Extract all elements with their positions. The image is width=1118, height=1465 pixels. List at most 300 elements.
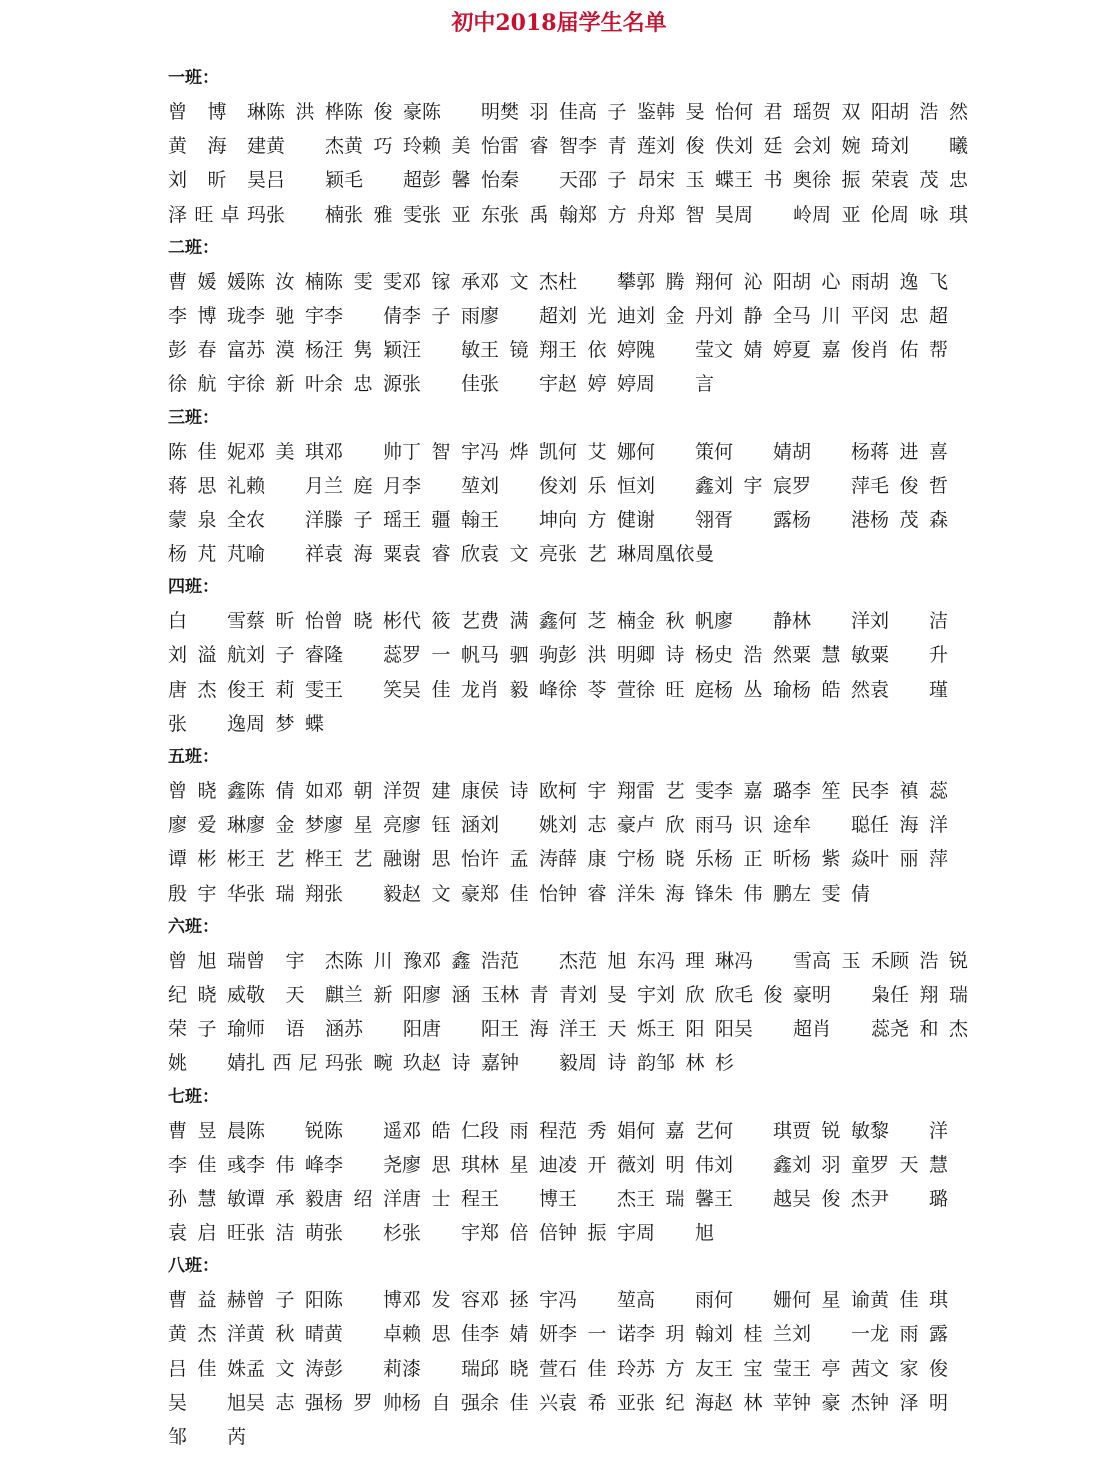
student-name: 张 宇: [402, 1222, 480, 1245]
student-name: 文婧婷: [714, 339, 792, 362]
student-name: 邹林杉: [656, 1052, 734, 1075]
student-name: 胡浩然: [890, 101, 968, 123]
student-name: 曾博琳: [168, 101, 266, 123]
student-name: 杨芃芃: [168, 543, 246, 566]
student-name: 刘 姚: [480, 814, 558, 837]
student-name: 刘金丹: [636, 304, 714, 327]
name-row: [168, 163, 968, 197]
student-name: 漆 瑞: [402, 1357, 480, 1380]
student-name: 何 婧: [714, 440, 792, 463]
student-name: 蒙泉全: [168, 508, 246, 531]
student-name: 徐旺庭: [636, 678, 714, 701]
student-name: 曹昱晨: [168, 1119, 246, 1142]
student-name: 张雅雯: [344, 203, 422, 226]
student-name: 刘子睿: [246, 644, 324, 667]
name-row: [168, 1046, 968, 1080]
student-name: 曹益赫: [168, 1289, 246, 1312]
student-name: 殷宇华: [168, 882, 246, 905]
name-row: [168, 1283, 968, 1317]
student-name: 汪 敏: [402, 339, 480, 362]
student-name: 李佳彧: [168, 1153, 246, 1176]
student-name: 朱伟鹏: [714, 882, 792, 905]
student-name: 任翔瑞: [890, 983, 968, 1006]
student-name: 曾宇杰: [246, 949, 344, 972]
student-name: 粟 升: [870, 644, 948, 667]
student-name: 刘光迪: [558, 304, 636, 327]
student-name: 柯宇翔: [558, 780, 636, 802]
name-row: [168, 95, 968, 129]
student-name: 马川平: [792, 304, 870, 327]
student-name: 朱海锋: [636, 882, 714, 905]
student-name: 扎西尼玛: [246, 1052, 344, 1075]
student-name: 唐杰俊: [168, 678, 246, 701]
student-name: 贺双阳: [812, 101, 890, 123]
student-name: 冯 雪: [734, 949, 812, 972]
student-name: 刘溢航: [168, 644, 246, 667]
student-name: 史浩然: [714, 644, 792, 667]
student-name: 荣子瑜: [168, 1018, 246, 1041]
student-name: 杨丛瑜: [714, 678, 792, 701]
student-name: 钟泽明: [870, 1391, 948, 1414]
student-name: 苏方友: [636, 1357, 714, 1380]
class-heading: 七班：: [168, 1086, 219, 1107]
student-name: 廖星亮: [324, 814, 402, 837]
student-name: 杨罗帅: [324, 1391, 402, 1414]
student-name: 卿诗杨: [636, 644, 714, 667]
name-row: [168, 299, 968, 333]
student-name: 农 洋: [246, 508, 324, 531]
student-name: 彭 莉: [324, 1357, 402, 1380]
student-name: 喻 祥: [246, 543, 324, 566]
student-name: 袁 瑾: [870, 678, 948, 701]
student-name: 何星谕: [792, 1289, 870, 1312]
student-name: 胥 露: [714, 508, 792, 531]
student-name: 张纪海: [636, 1391, 714, 1414]
student-name: 邓朝洋: [324, 780, 402, 802]
student-name: 曾晓鑫: [168, 780, 246, 802]
name-row: [168, 1012, 968, 1046]
student-name: 彭馨怡: [422, 169, 500, 192]
student-name: 罗一帆: [402, 644, 480, 667]
student-name: 王 越: [714, 1187, 792, 1210]
student-name: 谭彬彬: [168, 848, 246, 871]
student-name: 陈 遥: [324, 1119, 402, 1142]
student-name: 刘旻宇: [578, 983, 656, 1006]
student-name: 廖金梦: [246, 814, 324, 837]
student-name: 周 言: [636, 373, 714, 396]
name-row: [168, 808, 968, 842]
name-row: [168, 638, 968, 672]
class-heading: 一班：: [168, 68, 219, 88]
student-name: 汪隽颖: [324, 339, 402, 362]
student-name: 冯烨凯: [480, 440, 558, 463]
student-name: 徐振荣: [812, 169, 890, 192]
student-name: 邓拯宇: [480, 1289, 558, 1312]
student-name: 赵诗嘉: [422, 1052, 500, 1075]
student-name: 何 姗: [714, 1289, 792, 1312]
student-name: 范旭东: [578, 949, 656, 972]
student-name: 刘羽童: [792, 1153, 870, 1176]
student-name: 贾锐敏: [792, 1119, 870, 1142]
student-name: 张 毅: [324, 882, 402, 905]
student-name: 杨 港: [792, 508, 870, 531]
student-name: 刘昕昊: [168, 169, 266, 192]
name-row: [168, 469, 968, 503]
student-name: 张洁萌: [246, 1222, 324, 1245]
student-name: 赖 月: [246, 474, 324, 497]
student-name: 牟 聪: [792, 814, 870, 837]
student-name: 任海洋: [870, 814, 948, 837]
student-name: 徐苓萱: [558, 678, 636, 701]
student-name: 刘桂兰: [714, 1323, 792, 1346]
name-row: [168, 1386, 968, 1420]
student-name: 周亚伦: [812, 203, 890, 226]
student-name: 李青莲: [578, 135, 656, 158]
student-name: 周 岭: [734, 203, 812, 226]
student-name: 黄 杰: [266, 135, 344, 158]
student-name: 黄海建: [168, 135, 266, 158]
student-name: 余佳兴: [480, 1391, 558, 1414]
name-row: [168, 978, 968, 1012]
student-name: 罗天慧: [870, 1153, 948, 1176]
student-name: 蒋思礼: [168, 474, 246, 497]
name-row: [168, 1216, 968, 1250]
student-name: 郭腾翔: [636, 270, 714, 293]
student-name: 李玥翰: [636, 1323, 714, 1346]
student-name: 杨紫焱: [792, 848, 870, 871]
student-name: 王阳阳: [656, 1018, 734, 1041]
student-name: 雷艺雯: [636, 780, 714, 802]
student-name: 徐新叶: [246, 373, 324, 396]
student-name: 文家俊: [870, 1357, 948, 1380]
name-row: [168, 673, 968, 707]
student-name: 刘 一: [792, 1323, 870, 1346]
student-name: 明 枭: [812, 983, 890, 1006]
student-name: 王瑞馨: [636, 1187, 714, 1210]
student-name: 贺建康: [402, 780, 480, 802]
student-name: 陈倩如: [246, 780, 324, 802]
student-name: 薛康宁: [558, 848, 636, 871]
name-row: [168, 774, 968, 808]
student-name: 钟 毅: [500, 1052, 578, 1075]
student-name: 周咏琪: [890, 203, 968, 226]
student-name: 粟慧敏: [792, 644, 870, 667]
student-name: 黎 洋: [870, 1119, 948, 1142]
student-name: 赖美怡: [422, 135, 500, 158]
student-name: 赵婷婷: [558, 373, 636, 396]
student-name: 张禹翰: [500, 203, 578, 226]
name-row: [168, 842, 968, 876]
student-name: 杨正昕: [714, 848, 792, 871]
student-name: 李婧妍: [480, 1323, 558, 1346]
student-name: 丁智宇: [402, 440, 480, 463]
student-name: 李 尧: [324, 1153, 402, 1176]
student-name: 兰庭月: [324, 474, 402, 497]
student-name: 刘 曦: [890, 135, 968, 158]
student-name: 邓发容: [402, 1289, 480, 1312]
student-name: 陈川豫: [344, 949, 422, 972]
student-name: 邹 芮: [168, 1426, 246, 1448]
student-name: 周诗韵: [578, 1052, 656, 1075]
student-name: 毛 超: [344, 169, 422, 192]
student-name: 毛俊哲: [870, 474, 948, 497]
student-name: 罗 萍: [792, 474, 870, 497]
student-name: 李博珑: [168, 304, 246, 327]
class-heading: 六班：: [168, 916, 219, 937]
student-name: 黄巧玲: [344, 135, 422, 158]
student-name: 泽旺卓玛: [168, 203, 266, 226]
student-name: 刘静全: [714, 304, 792, 327]
student-name: 王镜翔: [480, 339, 558, 362]
student-name: 龙雨露: [870, 1323, 948, 1346]
student-name: 李子雨: [402, 304, 480, 327]
student-name: 刘明伟: [636, 1153, 714, 1176]
student-name: 林 洋: [792, 610, 870, 633]
student-name: 杨晓乐: [636, 848, 714, 871]
student-name: 张 佳: [402, 373, 480, 396]
student-name: 王 杰: [558, 1187, 636, 1210]
name-row: [168, 1182, 968, 1216]
student-name: 钟豪杰: [792, 1391, 870, 1414]
student-name: 袁启旺: [168, 1222, 246, 1245]
student-name: 隗 莹: [636, 339, 714, 362]
student-name: 叶丽萍: [870, 848, 948, 871]
student-name: 李 倩: [324, 304, 402, 327]
student-name: 王 坤: [480, 508, 558, 531]
student-name: 刘 俊: [480, 474, 558, 497]
student-name: 白 雪: [168, 610, 246, 633]
student-name: 刘志豪: [558, 814, 636, 837]
student-name: 周凰依曼: [636, 543, 714, 566]
student-name: 代筱艺: [402, 610, 480, 633]
student-name: 曾晓彬: [324, 610, 402, 633]
student-name: 李禛蕊: [870, 780, 948, 802]
name-row: [168, 435, 968, 469]
student-name: 冯 堃: [558, 1289, 636, 1312]
student-name: 邓鑫浩: [422, 949, 500, 972]
student-name: 王艺桦: [246, 848, 324, 871]
student-name: 余忠源: [324, 373, 402, 396]
student-name: 张 宇: [480, 373, 558, 396]
student-name: 吴俊杰: [792, 1187, 870, 1210]
student-name: 唐士程: [402, 1187, 480, 1210]
student-name: 廖 静: [714, 610, 792, 633]
student-name: 唐绍洋: [324, 1187, 402, 1210]
student-name: 胡心雨: [792, 270, 870, 293]
student-name: 石佳玲: [558, 1357, 636, 1380]
student-name: 吴 超: [734, 1018, 812, 1041]
student-name: 胡逸飞: [870, 270, 948, 293]
student-name: 樊羽佳: [500, 101, 578, 123]
student-name: 刘 洁: [870, 610, 948, 633]
student-name: 宋玉蝶: [656, 169, 734, 192]
student-name: 赵林苹: [714, 1391, 792, 1414]
student-name: 卢欣雨: [636, 814, 714, 837]
student-name: 段雨程: [480, 1119, 558, 1142]
student-name: 吕佳姝: [168, 1357, 246, 1380]
student-name: 张艺琳: [558, 543, 636, 566]
student-name: 王莉雯: [246, 678, 324, 701]
class-heading: 三班：: [168, 407, 219, 428]
student-name: 何艾娜: [558, 440, 636, 463]
student-name: 刘 鑫: [714, 1153, 792, 1176]
student-name: 范秀娟: [558, 1119, 636, 1142]
student-name: 王艺融: [324, 848, 402, 871]
student-name: 林青青: [500, 983, 578, 1006]
student-name: 廖爱琳: [168, 814, 246, 837]
student-name: 袁睿欣: [402, 543, 480, 566]
student-name: 高玉禾: [812, 949, 890, 972]
student-name: 张畹玖: [344, 1052, 422, 1075]
student-name: 敬天麒: [246, 983, 344, 1006]
name-row: [168, 537, 968, 571]
student-name: 秦 天: [500, 169, 578, 192]
student-name: 蔡昕怡: [246, 610, 324, 633]
student-name: 袁文亮: [480, 543, 558, 566]
student-name: 纪晓威: [168, 983, 246, 1006]
student-name: 周梦蝶: [246, 712, 324, 735]
name-row: [168, 1352, 968, 1386]
student-name: 孙慧敏: [168, 1187, 246, 1210]
student-name: 郑倍倍: [480, 1222, 558, 1245]
student-name: 隆 蕊: [324, 644, 402, 667]
student-name: 陈雯雯: [324, 270, 402, 293]
student-name: 姚 婧: [168, 1052, 246, 1075]
student-name: 陈汝楠: [246, 270, 324, 293]
student-name: 何芝楠: [558, 610, 636, 633]
name-row: [168, 944, 968, 978]
student-name: 师语涵: [246, 1018, 344, 1041]
student-name: 王 笑: [324, 678, 402, 701]
student-name: 袁希亚: [558, 1391, 636, 1414]
student-name: 金秋帆: [636, 610, 714, 633]
student-name: 许孟涛: [480, 848, 558, 871]
student-name: 陈洪桦: [266, 101, 344, 123]
name-row: [168, 1420, 968, 1454]
student-name: 郑方舟: [578, 203, 656, 226]
student-name: 彭洪明: [558, 644, 636, 667]
student-name: 杜 攀: [558, 270, 636, 293]
student-name: 袁茂忠: [890, 169, 968, 192]
name-row: [168, 265, 968, 299]
student-name: 左雯倩: [792, 882, 870, 905]
student-name: 肖 蕊: [812, 1018, 890, 1041]
student-name: 曹媛媛: [168, 270, 246, 293]
student-name: 马识途: [714, 814, 792, 837]
student-name: 郑智昊: [656, 203, 734, 226]
student-name: 张 逸: [168, 712, 246, 735]
student-name: 杨自强: [402, 1391, 480, 1414]
class-heading: 八班：: [168, 1256, 219, 1277]
student-name: 李嘉璐: [714, 780, 792, 802]
student-name: 杨皓然: [792, 678, 870, 701]
student-name: 李一诺: [558, 1323, 636, 1346]
student-name: 马驷驹: [480, 644, 558, 667]
student-name: 何 琪: [714, 1119, 792, 1142]
student-name: 费满鑫: [480, 610, 558, 633]
name-row: [168, 333, 968, 367]
student-name: 王依婷: [558, 339, 636, 362]
student-name: 刘乐恒: [558, 474, 636, 497]
name-row: [168, 877, 968, 911]
student-name: 王亭茜: [792, 1357, 870, 1380]
student-name: 邓皓仁: [402, 1119, 480, 1142]
student-name: 雷睿智: [500, 135, 578, 158]
student-name: 陈 博: [324, 1289, 402, 1312]
student-name: 肖佑帮: [870, 339, 948, 362]
student-name: 冯理琳: [656, 949, 734, 972]
student-name: 胡 杨: [792, 440, 870, 463]
student-name: 郑佳怡: [480, 882, 558, 905]
student-name: 滕子瑶: [324, 508, 402, 531]
student-name: 邵子昂: [578, 169, 656, 192]
student-name: 邓 帅: [324, 440, 402, 463]
student-name: 邱晓萱: [480, 1357, 558, 1380]
student-name: 谢思怡: [402, 848, 480, 871]
student-name: 陈佳妮: [168, 440, 246, 463]
student-name: 苏 阳: [344, 1018, 422, 1041]
name-row: [168, 707, 968, 741]
student-name: 侯诗欧: [480, 780, 558, 802]
student-name: 曾子阳: [246, 1289, 324, 1312]
student-name: 李笙民: [792, 780, 870, 802]
student-name: 邓镓承: [402, 270, 480, 293]
student-name: 何 策: [636, 440, 714, 463]
name-row: [168, 129, 968, 163]
student-name: 徐航宇: [168, 373, 246, 396]
student-name: 李 堃: [402, 474, 480, 497]
student-name: 吕 颖: [266, 169, 344, 192]
student-name: 尧和杰: [890, 1018, 968, 1041]
student-name: 何嘉艺: [636, 1119, 714, 1142]
student-list: [168, 62, 968, 1454]
name-row: [168, 1114, 968, 1148]
student-name: 彭春富: [168, 339, 246, 362]
student-name: 夏嘉俊: [792, 339, 870, 362]
student-name: 陈 明: [422, 101, 500, 123]
student-name: 赵文豪: [402, 882, 480, 905]
student-name: 廖 超: [480, 304, 558, 327]
student-name: 高子鉴: [578, 101, 656, 123]
student-name: 邓美琪: [246, 440, 324, 463]
student-name: 陈俊豪: [344, 101, 422, 123]
student-name: 兰新阳: [344, 983, 422, 1006]
student-name: 廖涵玉: [422, 983, 500, 1006]
student-name: 毛俊豪: [734, 983, 812, 1006]
student-name: 刘廷会: [734, 135, 812, 158]
student-name: 王疆翰: [402, 508, 480, 531]
student-name: 李驰宇: [246, 304, 324, 327]
student-name: 邓文杰: [480, 270, 558, 293]
student-name: 王 博: [480, 1187, 558, 1210]
class-heading: 四班：: [168, 577, 219, 598]
student-name: 张亚东: [422, 203, 500, 226]
student-name: 王书奥: [734, 169, 812, 192]
class-heading: 五班：: [168, 747, 219, 767]
student-name: 张瑞翔: [246, 882, 324, 905]
student-name: 黄秋晴: [246, 1323, 324, 1346]
name-row: [168, 1317, 968, 1351]
student-name: 赖思佳: [402, 1323, 480, 1346]
student-name: 钟振宇: [558, 1222, 636, 1245]
student-name: 王宝莹: [714, 1357, 792, 1380]
class-heading: 二班：: [168, 237, 219, 258]
student-name: 韩旻怡: [656, 101, 734, 123]
student-name: 陈 锐: [246, 1119, 324, 1142]
student-name: 吴 旭: [168, 1391, 246, 1414]
name-row: [168, 1148, 968, 1182]
student-name: 刘 鑫: [636, 474, 714, 497]
